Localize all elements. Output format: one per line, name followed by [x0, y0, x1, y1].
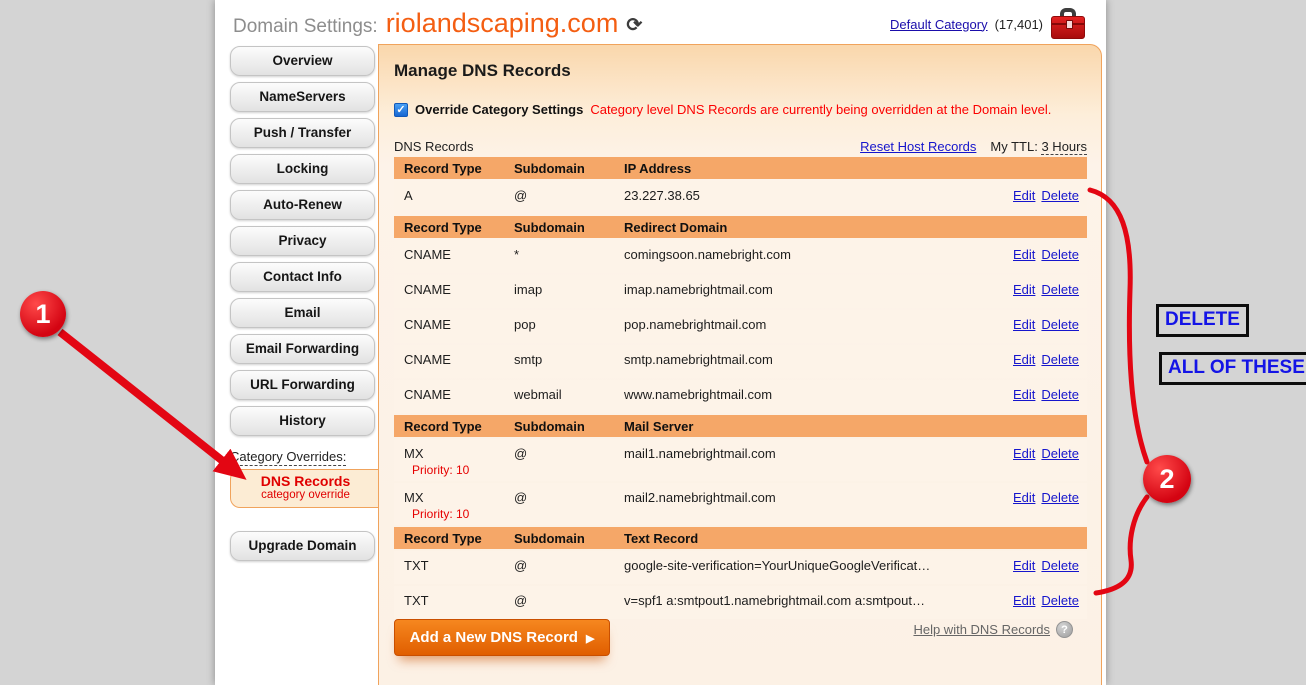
subdomain-cell: @: [514, 593, 528, 608]
column-header: Record Type: [404, 219, 482, 235]
record-type-cell: [404, 282, 514, 304]
sidebar-nav: [230, 46, 375, 442]
row-actions: [991, 490, 1087, 521]
record-type: CNAME: [404, 282, 451, 297]
ttl-group: [990, 139, 1087, 154]
table-row: [394, 310, 1087, 343]
edit-link[interactable]: Edit: [1013, 558, 1036, 573]
table-row: [394, 380, 1087, 413]
delete-link[interactable]: Delete: [1041, 446, 1079, 461]
sidebar-item-contact-info[interactable]: Contact Info: [230, 262, 375, 292]
edit-link[interactable]: Edit: [1013, 282, 1036, 297]
column-header: Text Record: [624, 530, 699, 546]
table-row: [394, 181, 1087, 214]
record-value-cell: 23.227.38.65: [624, 188, 700, 203]
table-section-header: [394, 157, 1087, 179]
record-type: TXT: [404, 558, 429, 573]
column-header: Subdomain: [514, 530, 585, 546]
row-actions: [991, 247, 1087, 269]
step1-arrow: [60, 332, 224, 462]
delete-link[interactable]: Delete: [1041, 247, 1079, 262]
record-type: CNAME: [404, 317, 451, 332]
reset-host-records-link[interactable]: Reset Host Records: [860, 139, 977, 154]
sidebar-item-url-forwarding[interactable]: URL Forwarding: [230, 370, 375, 400]
table-section-header: [394, 415, 1087, 437]
row-actions: [991, 558, 1087, 580]
edit-link[interactable]: Edit: [1013, 387, 1036, 402]
edit-link[interactable]: Edit: [1013, 352, 1036, 367]
subdomain-cell: pop: [514, 317, 536, 332]
sidebar-item-email-forwarding[interactable]: Email Forwarding: [230, 334, 375, 364]
sidebar-item-push-transfer[interactable]: Push / Transfer: [230, 118, 375, 148]
column-header: Subdomain: [514, 219, 585, 235]
table-caption-row: [394, 139, 1087, 154]
record-value-cell: comingsoon.namebright.com: [624, 247, 791, 262]
record-type: MX: [404, 446, 424, 461]
record-value-cell: smtp.namebrightmail.com: [624, 352, 773, 367]
record-type-cell: [404, 387, 514, 409]
column-header: Subdomain: [514, 418, 585, 434]
page-header: [233, 8, 642, 39]
sidebar-item-email[interactable]: Email: [230, 298, 375, 328]
table-row: [394, 345, 1087, 378]
delete-link[interactable]: Delete: [1041, 282, 1079, 297]
column-header: Mail Server: [624, 418, 694, 434]
delete-link[interactable]: Delete: [1041, 387, 1079, 402]
domain-name: riolandscaping.com: [385, 8, 619, 38]
row-actions: [991, 387, 1087, 409]
record-type: A: [404, 188, 413, 203]
column-header: Redirect Domain: [624, 219, 728, 235]
override-checkbox[interactable]: ✓: [394, 103, 408, 117]
help-row: [913, 621, 1073, 638]
ttl-value[interactable]: 3 Hours: [1041, 139, 1087, 154]
row-actions: [991, 188, 1087, 210]
add-dns-record-button[interactable]: [394, 619, 610, 656]
record-type-cell: [404, 558, 514, 580]
sidebar-item-dns-records[interactable]: [230, 469, 380, 508]
column-header: IP Address: [624, 160, 692, 176]
override-row: [394, 102, 1051, 117]
table-row: [394, 483, 1087, 525]
row-actions: [991, 352, 1087, 374]
row-actions: [991, 317, 1087, 339]
record-priority: Priority: 10: [412, 507, 470, 521]
record-value-cell: v=spf1 a:smtpout1.namebrightmail.com a:smtpout…: [624, 593, 925, 608]
edit-link[interactable]: Edit: [1013, 593, 1036, 608]
column-header: Record Type: [404, 530, 482, 546]
sidebar-item-nameservers[interactable]: NameServers: [230, 82, 375, 112]
record-type: CNAME: [404, 387, 451, 402]
add-dns-record-label: Add a New DNS Record: [409, 629, 578, 646]
row-actions: [991, 282, 1087, 304]
step-2-badge: 2: [1143, 455, 1191, 503]
toolbox-body: [1051, 16, 1085, 39]
default-category-link[interactable]: Default Category: [890, 16, 988, 32]
delete-link[interactable]: Delete: [1041, 352, 1079, 367]
subdomain-cell: @: [514, 558, 528, 573]
step-1-badge: 1: [20, 291, 66, 337]
column-header: Record Type: [404, 418, 482, 434]
record-value-cell: imap.namebrightmail.com: [624, 282, 773, 297]
delete-link[interactable]: Delete: [1041, 593, 1079, 608]
edit-link[interactable]: Edit: [1013, 317, 1036, 332]
default-category-count: (17,401): [994, 16, 1043, 32]
subdomain-cell: smtp: [514, 352, 543, 367]
record-type: TXT: [404, 593, 429, 608]
refresh-icon[interactable]: ⟳: [626, 15, 643, 36]
record-type: MX: [404, 490, 424, 505]
dns-records-caption: DNS Records: [394, 139, 474, 154]
record-type-cell: [404, 446, 514, 477]
record-type: CNAME: [404, 247, 451, 262]
subdomain-cell: @: [514, 188, 528, 203]
delete-link[interactable]: Delete: [1041, 188, 1079, 203]
delete-link[interactable]: Delete: [1041, 317, 1079, 332]
row-actions: [991, 593, 1087, 615]
edit-link[interactable]: Edit: [1013, 247, 1036, 262]
sidebar-item-history[interactable]: History: [230, 406, 375, 436]
record-value-cell: mail1.namebrightmail.com: [624, 446, 776, 461]
delete-link[interactable]: Delete: [1041, 558, 1079, 573]
edit-link[interactable]: Edit: [1013, 446, 1036, 461]
edit-link[interactable]: Edit: [1013, 490, 1036, 505]
delete-annotation-box: DELETE: [1156, 304, 1249, 337]
record-type-cell: [404, 593, 514, 615]
subdomain-cell: @: [514, 446, 528, 461]
column-header: Record Type: [404, 160, 482, 176]
toolbox-icon[interactable]: [1050, 8, 1086, 40]
sidebar-item-locking[interactable]: Locking: [230, 154, 375, 184]
record-value-cell: pop.namebrightmail.com: [624, 317, 767, 332]
content-card: [215, 0, 1106, 685]
table-row: [394, 551, 1087, 584]
header-right: [890, 8, 1086, 40]
sidebar-item-auto-renew[interactable]: Auto-Renew: [230, 190, 375, 220]
record-priority: Priority: 10: [412, 463, 470, 477]
record-type-cell: [404, 352, 514, 374]
panel-title: Manage DNS Records: [394, 61, 571, 80]
category-overrides-label: Category Overrides:: [230, 449, 347, 464]
record-value-cell: mail2.namebrightmail.com: [624, 490, 776, 505]
record-value-cell: www.namebrightmail.com: [624, 387, 773, 402]
table-section-header: [394, 216, 1087, 238]
page-title: Domain Settings:: [233, 16, 378, 37]
delete-link[interactable]: Delete: [1041, 490, 1079, 505]
table-row: [394, 586, 1087, 619]
arrow-right-icon: ▶: [585, 633, 595, 645]
table-row: [394, 439, 1087, 481]
sidebar-item-privacy[interactable]: Privacy: [230, 226, 375, 256]
sidebar-item-overview[interactable]: Overview: [230, 46, 375, 76]
column-header: Subdomain: [514, 160, 585, 176]
record-type-cell: [404, 247, 514, 269]
subdomain-cell: *: [514, 247, 520, 262]
help-question-icon[interactable]: ?: [1056, 621, 1073, 638]
dns-records-sublabel: category override: [261, 489, 350, 501]
subdomain-cell: imap: [514, 282, 543, 297]
sidebar-item-upgrade-domain[interactable]: Upgrade Domain: [230, 531, 375, 561]
edit-link[interactable]: Edit: [1013, 188, 1036, 203]
override-checkbox-label: Override Category Settings: [415, 102, 584, 117]
record-value-cell: google-site-verification=YourUniqueGoogleVerificat…: [624, 558, 931, 573]
override-warning-text: Category level DNS Records are currently being overridden at the Domain level.: [590, 102, 1052, 117]
help-dns-records-link[interactable]: Help with DNS Records: [913, 622, 1050, 637]
table-row: [394, 240, 1087, 273]
subdomain-cell: webmail: [514, 387, 562, 402]
table-section-header: [394, 527, 1087, 549]
row-actions: [991, 446, 1087, 477]
record-type: CNAME: [404, 352, 451, 367]
dns-records-label: DNS Records: [260, 473, 351, 489]
record-type-cell: [404, 317, 514, 339]
dns-panel: [378, 44, 1102, 685]
record-type-cell: [404, 490, 514, 521]
subdomain-cell: @: [514, 490, 528, 505]
record-type-cell: [404, 188, 514, 210]
dns-table: [394, 157, 1087, 621]
ttl-label: My TTL:: [990, 139, 1038, 154]
all-of-these-annotation-box: ALL OF THESE: [1159, 352, 1306, 385]
table-row: [394, 275, 1087, 308]
